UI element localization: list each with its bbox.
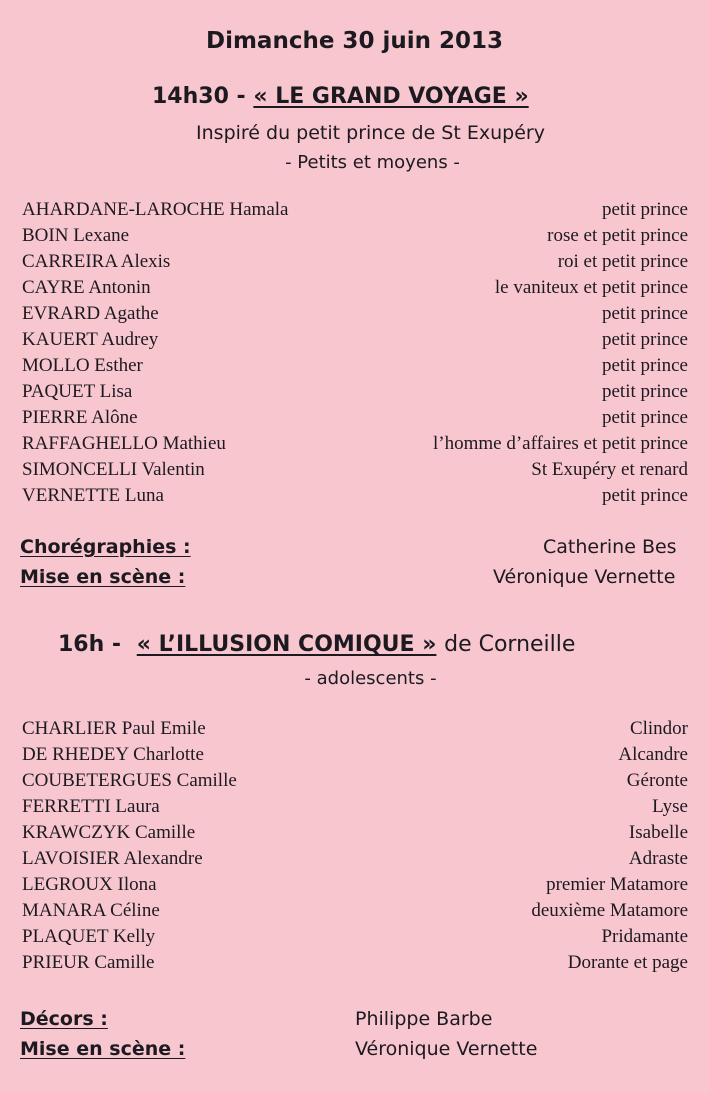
cast-row (22, 898, 688, 924)
actor-name: KAUERT Audrey (22, 329, 159, 350)
actor-role: Dorante et page (567, 952, 688, 973)
cast-row (22, 846, 688, 872)
show2-heading (58, 632, 575, 657)
actor-role: rose et petit prince (547, 225, 688, 246)
actor-role: premier Matamore (546, 874, 688, 895)
cast-row (22, 716, 688, 742)
cast-row (22, 483, 688, 509)
actor-role: petit prince (602, 303, 688, 324)
credit-row (20, 1004, 709, 1034)
show2-credits (20, 1004, 709, 1064)
cast-row (22, 742, 688, 768)
actor-name: BOIN Lexane (22, 225, 130, 246)
credit-row (20, 532, 709, 562)
cast-row (22, 197, 688, 223)
actor-name: VERNETTE Luna (22, 485, 164, 506)
cast-row (22, 794, 688, 820)
page-date: Dimanche 30 juin 2013 (205, 28, 503, 54)
actor-role: St Exupéry et renard (531, 459, 688, 480)
show1-heading (152, 84, 529, 109)
credit-label: Mise en scène : (20, 1038, 186, 1060)
actor-name: PIERRE Alône (22, 407, 138, 428)
cast-row (22, 431, 688, 457)
show1-time: 14h30 - (152, 84, 246, 109)
credit-row (20, 1034, 709, 1064)
actor-role: petit prince (602, 485, 688, 506)
actor-name: DE RHEDEY Charlotte (22, 744, 204, 765)
actor-role: Alcandre (618, 744, 688, 765)
actor-name: LEGROUX Ilona (22, 874, 157, 895)
actor-role: Géronte (626, 770, 688, 791)
actor-name: CAYRE Antonin (22, 277, 151, 298)
show2-time: 16h - (58, 632, 122, 657)
cast-row (22, 950, 688, 976)
cast-row (22, 924, 688, 950)
actor-role: petit prince (602, 381, 688, 402)
actor-role: petit prince (602, 407, 688, 428)
actor-name: CARREIRA Alexis (22, 251, 171, 272)
actor-name: KRAWCZYK Camille (22, 822, 196, 843)
cast-row (22, 327, 688, 353)
credit-label: Mise en scène : (20, 566, 186, 588)
cast-row (22, 275, 688, 301)
cast-row (22, 301, 688, 327)
show1-cast-list (22, 197, 688, 509)
actor-name: MOLLO Esther (22, 355, 143, 376)
actor-role: Adraste (628, 848, 688, 869)
show1-title: « LE GRAND VOYAGE » (253, 84, 529, 109)
actor-role: deuxième Matamore (531, 900, 688, 921)
actor-role: roi et petit prince (557, 251, 688, 272)
actor-name: FERRETTI Laura (22, 796, 160, 817)
actor-name: PRIEUR Camille (22, 952, 155, 973)
cast-row (22, 379, 688, 405)
show2-author: de Corneille (444, 632, 576, 657)
show2-cast-list (22, 716, 688, 976)
actor-name: PLAQUET Kelly (22, 926, 156, 947)
show1-audience: - Petits et moyens - (285, 152, 460, 173)
credit-row (20, 562, 709, 592)
actor-name: COUBETERGUES Camille (22, 770, 237, 791)
actor-name: AHARDANE-LAROCHE Hamala (22, 199, 289, 220)
credit-value: Véronique Vernette (355, 1038, 538, 1060)
actor-name: RAFFAGHELLO Mathieu (22, 433, 226, 454)
show2-title: « L’ILLUSION COMIQUE » (136, 632, 437, 657)
cast-row (22, 405, 688, 431)
cast-row (22, 457, 688, 483)
actor-role: Lyse (652, 796, 688, 817)
cast-row (22, 353, 688, 379)
actor-name: EVRARD Agathe (22, 303, 159, 324)
actor-role: Isabelle (628, 822, 688, 843)
actor-role: Pridamante (601, 926, 688, 947)
actor-role: petit prince (602, 329, 688, 350)
actor-name: LAVOISIER Alexandre (22, 848, 203, 869)
cast-row (22, 820, 688, 846)
actor-name: PAQUET Lisa (22, 381, 133, 402)
actor-role: l’homme d’affaires et petit prince (433, 433, 688, 454)
actor-name: SIMONCELLI Valentin (22, 459, 205, 480)
actor-role: petit prince (602, 199, 688, 220)
actor-role: petit prince (602, 355, 688, 376)
cast-row (22, 249, 688, 275)
show2-audience: - adolescents - (304, 668, 437, 689)
cast-row (22, 872, 688, 898)
actor-role: le vaniteux et petit prince (494, 277, 688, 298)
cast-row (22, 223, 688, 249)
show1-credits (20, 532, 709, 592)
credit-label: Chorégraphies : (20, 536, 191, 558)
credit-value: Catherine Bes (543, 536, 677, 558)
credit-value: Philippe Barbe (355, 1008, 493, 1030)
actor-name: CHARLIER Paul Emile (22, 718, 206, 739)
cast-row (22, 768, 688, 794)
actor-name: MANARA Céline (22, 900, 160, 921)
credit-value: Véronique Vernette (493, 566, 676, 588)
actor-role: Clindor (629, 718, 688, 739)
show1-subtitle: Inspiré du petit prince de St Exupéry (196, 122, 545, 144)
credit-label: Décors : (20, 1008, 108, 1030)
